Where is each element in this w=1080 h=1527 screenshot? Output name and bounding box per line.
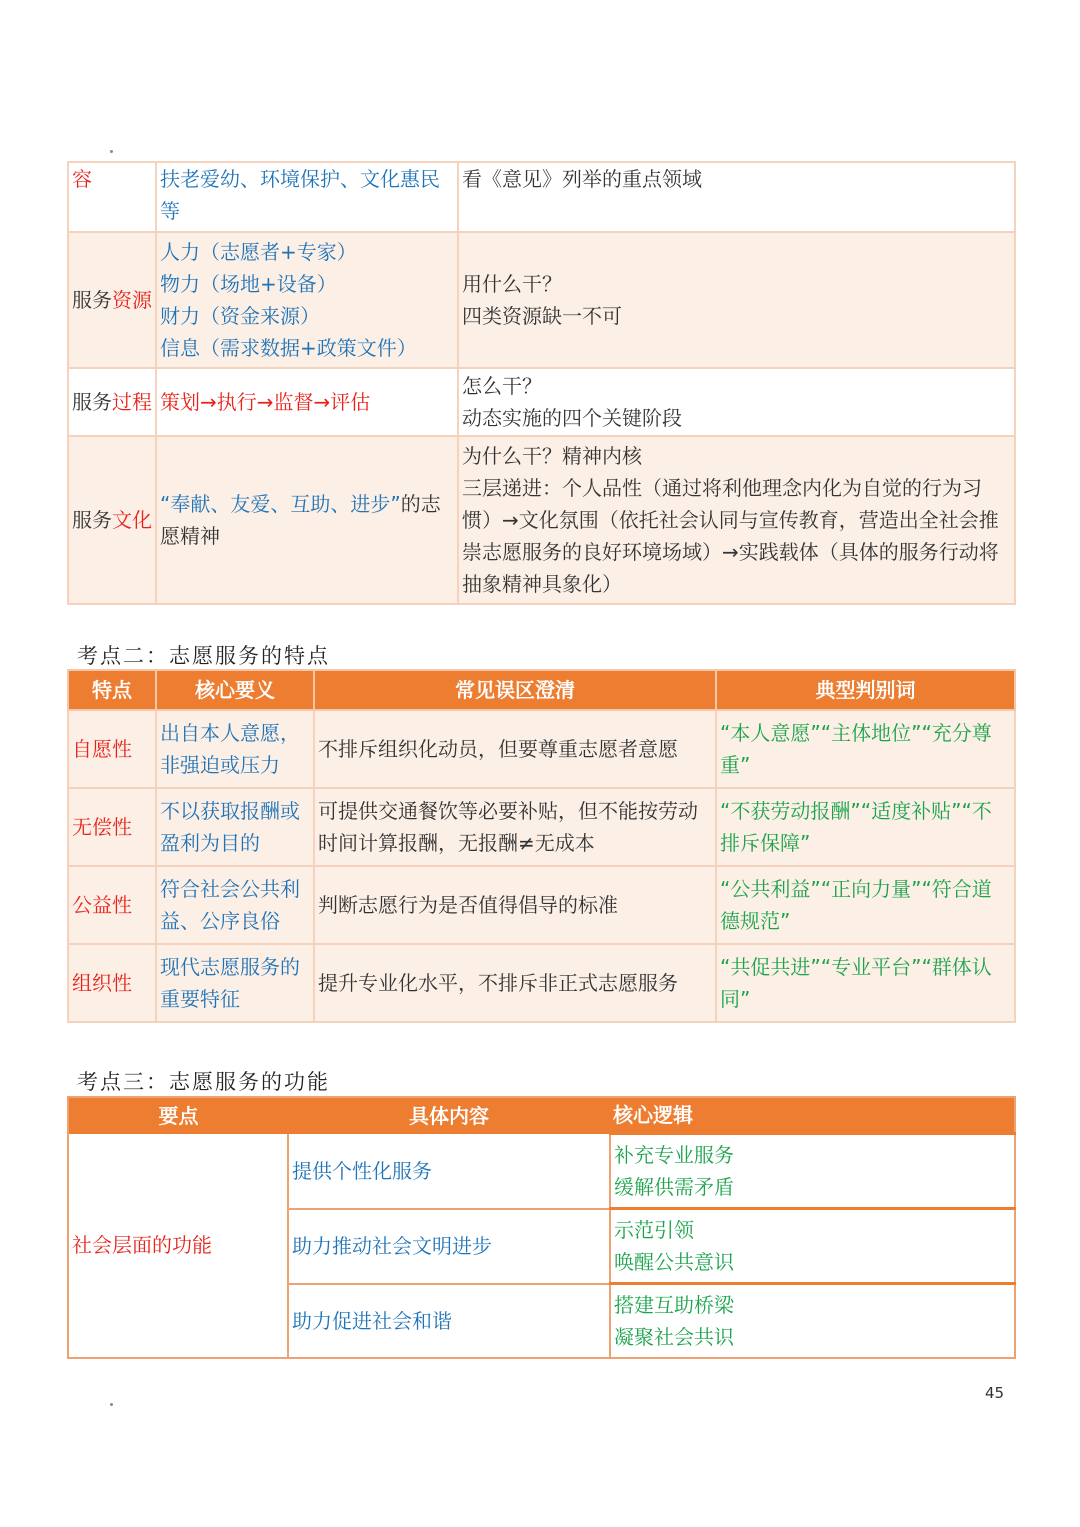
content-cell: 提供个性化服务 [288,1134,610,1209]
section-title: 考点三：志愿服务的功能 [77,1070,330,1094]
column-header: 具体内容 [288,1097,610,1134]
core-cell: 出自本人意愿，非强迫或压力 [156,710,314,788]
table-header-row [68,1097,1015,1134]
column-header: 特点 [68,670,156,710]
table-row [68,368,1015,436]
row-note: 用什么干？ 四类资源缺一不可 [458,232,1015,368]
point-cell: 社会层面的功能 [68,1134,288,1359]
row-note: 为什么干？精神内核 三层递进：个人品性（通过将利他理念内化为自觉的行为习惯）→文化氛围（依托社会认同与宣传教育，营造出全社会推崇志愿服务的良好环境场域）→实践载体（具体的服务行动将抽象精神具象化） [458,436,1015,604]
core-cell: 符合社会公共利益、公序良俗 [156,866,314,944]
table-row [68,710,1015,788]
keywords-cell: “共促共进”“专业平台”“群体认同” [716,944,1015,1022]
logic-cell: 示范引领 唤醒公共意识 [610,1209,1015,1284]
column-header: 要点 [68,1097,288,1134]
column-header: 常见误区澄清 [314,670,716,710]
row-label: 服务过程 [68,368,156,436]
column-header: 核心要义 [156,670,314,710]
functions-table [67,1096,1016,1359]
content-cell: 助力促进社会和谐 [288,1284,610,1359]
table-row [68,788,1015,866]
row-label: 服务文化 [68,436,156,604]
table-header-row [68,670,1015,710]
table-row [68,436,1015,604]
core-cell: 不以获取报酬或盈利为目的 [156,788,314,866]
table-row [68,162,1015,232]
row-label: 服务资源 [68,232,156,368]
feature-cell: 组织性 [68,944,156,1022]
page-number: 45 [985,1384,1005,1402]
section-title: 考点二：志愿服务的特点 [77,644,330,668]
keywords-cell: “公共利益”“正向力量”“符合道德规范” [716,866,1015,944]
keywords-cell: “本人意愿”“主体地位”“充分尊重” [716,710,1015,788]
clarify-cell: 提升专业化水平，不排斥非正式志愿服务 [314,944,716,1022]
row-content: 策划→执行→监督→评估 [156,368,458,436]
clarify-cell: 可提供交通餐饮等必要补贴，但不能按劳动时间计算报酬，无报酬≠无成本 [314,788,716,866]
row-content: “奉献、友爱、互助、进步”的志愿精神 [156,436,458,604]
row-label: 容 [68,162,156,232]
logic-cell: 搭建互助桥梁 凝聚社会共识 [610,1284,1015,1359]
scan-dot-top [110,150,113,153]
row-note: 看《意见》列举的重点领域 [458,162,1015,232]
row-note: 怎么干？ 动态实施的四个关键阶段 [458,368,1015,436]
logic-cell: 补充专业服务 缓解供需矛盾 [610,1134,1015,1209]
feature-cell: 公益性 [68,866,156,944]
feature-cell: 无偿性 [68,788,156,866]
content-cell: 助力推动社会文明进步 [288,1209,610,1284]
table-row [68,944,1015,1022]
service-elements-table [67,161,1016,605]
feature-cell: 自愿性 [68,710,156,788]
table-row [68,232,1015,368]
keywords-cell: “不获劳动报酬”“适度补贴”“不排斥保障” [716,788,1015,866]
row-content: 扶老爱幼、环境保护、文化惠民等 [156,162,458,232]
clarify-cell: 判断志愿行为是否值得倡导的标准 [314,866,716,944]
table-row [68,866,1015,944]
scan-dot-bottom [110,1403,113,1406]
row-content: 人力（志愿者+专家） 物力（场地+设备） 财力（资金来源） 信息（需求数据+政策文件） [156,232,458,368]
clarify-cell: 不排斥组织化动员，但要尊重志愿者意愿 [314,710,716,788]
column-header: 典型判别词 [716,670,1015,710]
column-header: 核心逻辑 [610,1097,1015,1134]
core-cell: 现代志愿服务的重要特征 [156,944,314,1022]
features-table [67,669,1016,1023]
table-row [68,1134,1015,1209]
